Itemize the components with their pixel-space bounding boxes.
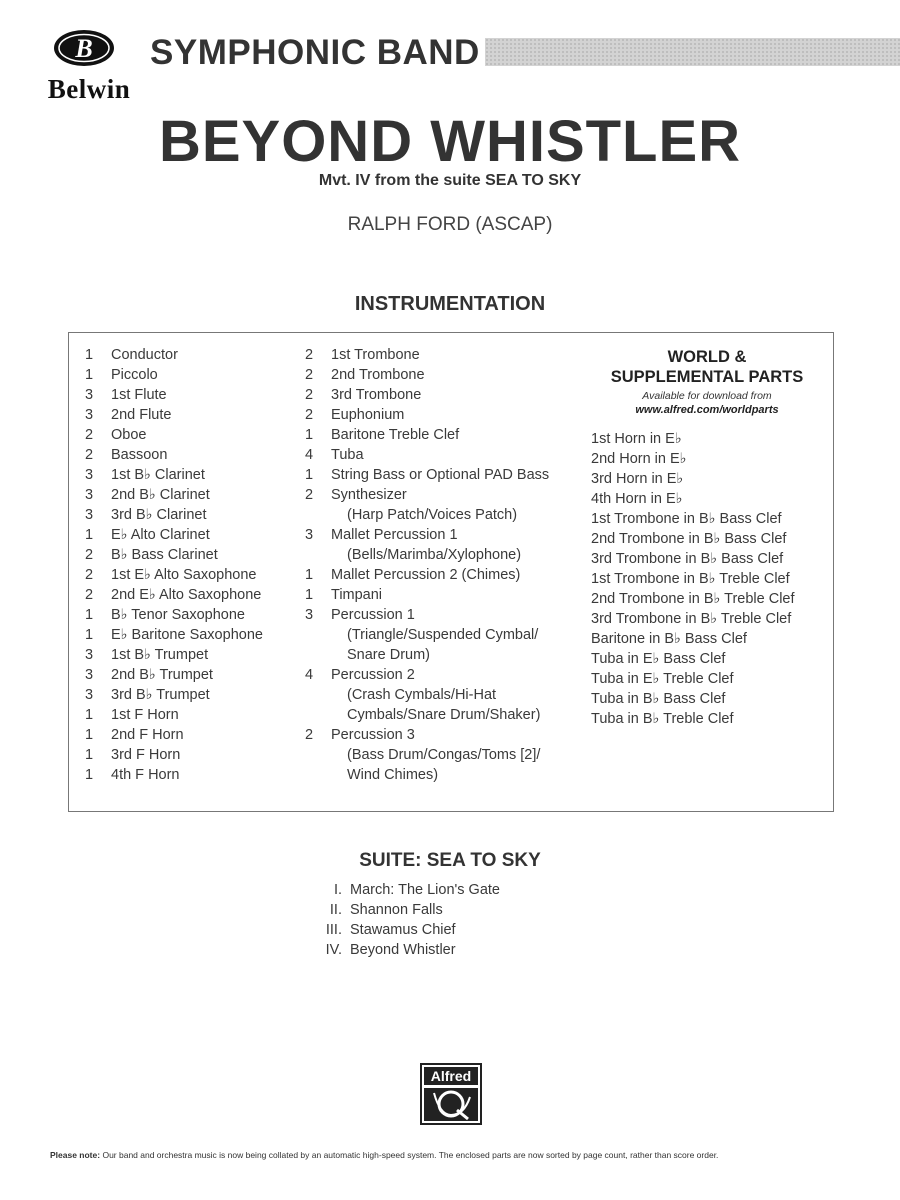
instrument-name: Wind Chimes) [347,767,439,783]
instrument-quantity: 1 [85,727,94,743]
instrument-row [305,385,595,405]
instrument-quantity: 3 [85,687,94,703]
instrument-quantity: 2 [305,347,314,363]
instrument-row [305,705,595,725]
instrument-name: Timpani [331,587,383,603]
instrument-quantity: 2 [305,407,314,423]
instrument-quantity: 1 [305,467,314,483]
instrument-name: (Bass Drum/Congas/Toms [2]/ [347,747,541,763]
world-parts-availability: Available for download from [642,390,772,402]
movement-number: III. [325,922,342,938]
movement-title: Beyond Whistler [350,942,456,958]
world-part-item: Tuba in B♭ Treble Clef [591,711,734,727]
instrument-name: 2nd B♭ Clarinet [111,487,210,503]
instrument-name: Euphonium [331,407,405,423]
suite-movement-list [300,880,600,960]
world-part-item: 4th Horn in E♭ [591,491,683,507]
instrument-name: 3rd F Horn [111,747,181,763]
instrument-name: Baritone Treble Clef [331,427,460,443]
belwin-logo [30,24,148,104]
instrumentation-heading: INSTRUMENTATION [354,293,546,315]
instrument-row [85,725,285,745]
instrument-name: Tuba [331,447,364,463]
instrument-quantity: 3 [305,607,314,623]
instrument-name: Mallet Percussion 2 (Chimes) [331,567,521,583]
instrument-quantity: 1 [85,627,94,643]
world-parts-list [591,429,823,729]
subtitle: Mvt. IV from the suite SEA TO SKY [318,172,582,189]
instrument-quantity [305,625,331,645]
instrument-name: 4th F Horn [111,767,180,783]
instrument-quantity: 4 [305,667,314,683]
instrument-quantity: 3 [85,667,94,683]
instrument-quantity: 1 [85,527,94,543]
instrument-row [85,445,285,465]
instrument-row [85,525,285,545]
alfred-logo-icon [420,1063,482,1125]
instrument-row [305,425,595,445]
world-part-item: Baritone in B♭ Bass Clef [591,631,747,647]
instrument-quantity [305,765,331,785]
instrument-quantity: 1 [85,767,94,783]
world-parts-title-line1: WORLD & [667,348,747,366]
instrument-row [85,485,285,505]
belwin-b-emblem-icon [52,28,116,68]
instrument-name: Bassoon [111,447,168,463]
instrument-row [305,685,595,705]
instrument-name: 3rd B♭ Trumpet [111,687,210,703]
instrument-quantity: 1 [305,427,314,443]
instrument-quantity: 2 [305,727,314,743]
instrument-row [85,465,285,485]
publisher-name: Belwin [47,74,131,104]
instrument-row [305,345,595,365]
instrument-row [85,705,285,725]
instrument-name: Piccolo [111,367,158,383]
instrument-name: 1st Flute [111,387,167,403]
instrument-row [85,505,285,525]
suite-movement [300,880,600,900]
instrument-quantity: 2 [305,387,314,403]
page-title: BEYOND WHISTLER [158,109,742,174]
movement-title: Shannon Falls [350,902,443,918]
footer-note-label: Please note: [50,1150,101,1160]
instrument-column-2 [305,345,595,785]
instrument-name: Percussion 2 [331,667,415,683]
instrument-name: String Bass or Optional PAD Bass [331,467,550,483]
instrument-row [305,465,595,485]
world-part-item: Tuba in E♭ Treble Clef [591,671,734,687]
movement-title: Stawamus Chief [350,922,456,938]
instrument-quantity [305,705,331,725]
alfred-logo-text: Alfred [430,1068,472,1084]
instrument-name: 2nd E♭ Alto Saxophone [111,587,262,603]
instrument-name: 2nd F Horn [111,727,184,743]
instrument-quantity: 3 [85,487,94,503]
instrument-quantity: 1 [85,707,94,723]
instrument-quantity: 3 [305,527,314,543]
instrument-quantity: 1 [85,747,94,763]
world-parts-panel [591,347,823,729]
movement-number: I. [333,882,342,898]
world-part-item: 2nd Trombone in B♭ Treble Clef [591,591,795,607]
instrument-row [85,625,285,645]
world-part-item: 3rd Trombone in B♭ Bass Clef [591,551,784,567]
instrument-name: E♭ Baritone Saxophone [111,627,263,643]
instrument-quantity: 1 [85,367,94,383]
instrument-row [305,545,595,565]
instrument-name: 1st B♭ Clarinet [111,467,205,483]
world-parts-url: www.alfred.com/worldparts [635,404,779,416]
instrument-column-1 [85,345,285,785]
instrument-quantity: 2 [305,367,314,383]
composer: RALPH FORD (ASCAP) [347,214,553,235]
instrument-name: 3rd B♭ Clarinet [111,507,207,523]
instrument-name: (Crash Cymbals/Hi-Hat [347,687,497,703]
instrument-quantity: 2 [85,547,94,563]
instrument-name: 1st B♭ Trumpet [111,647,209,663]
instrument-row [85,605,285,625]
instrument-name: 2nd Flute [111,407,172,423]
instrument-quantity: 3 [85,507,94,523]
instrument-quantity: 4 [305,447,314,463]
instrument-row [305,645,595,665]
instrument-name: Percussion 1 [331,607,415,623]
instrument-row [305,745,595,765]
instrument-quantity: 1 [85,347,94,363]
suite-movement [300,920,600,940]
instrument-row [305,605,595,625]
instrument-row [85,665,285,685]
suite-movement [300,900,600,920]
instrument-name: B♭ Tenor Saxophone [111,607,245,623]
instrument-name: Conductor [111,347,178,363]
world-part-item: 2nd Horn in E♭ [591,451,687,467]
world-part-item: Tuba in E♭ Bass Clef [591,651,726,667]
instrument-row [305,525,595,545]
instrument-row [305,725,595,745]
suite-heading: SUITE: SEA TO SKY [359,850,541,871]
instrument-row [85,545,285,565]
instrument-quantity: 1 [305,567,314,583]
instrument-name: Oboe [111,427,147,443]
instrument-name: 1st Trombone [331,347,420,363]
instrument-row [85,405,285,425]
svg-text:B: B [75,34,93,63]
instrument-quantity [305,645,331,665]
instrument-name: Percussion 3 [331,727,415,743]
instrument-name: 1st E♭ Alto Saxophone [111,567,257,583]
instrument-quantity: 2 [85,567,94,583]
world-part-item: Tuba in B♭ Bass Clef [591,691,726,707]
instrument-quantity: 3 [85,467,94,483]
header-decorative-bar [485,38,900,66]
instrument-row [85,365,285,385]
instrument-row [85,765,285,785]
instrument-row [85,645,285,665]
instrument-name: (Harp Patch/Voices Patch) [347,507,518,523]
instrument-row [305,585,595,605]
instrument-quantity [305,505,331,525]
instrumentation-box [68,332,834,812]
instrument-name: Synthesizer [331,487,407,503]
world-part-item: 1st Horn in E♭ [591,431,682,447]
instrument-name: 1st F Horn [111,707,179,723]
world-part-item: 3rd Horn in E♭ [591,471,684,487]
instrument-row [85,425,285,445]
instrument-row [85,345,285,365]
movement-number: IV. [325,942,342,958]
instrument-row [305,445,595,465]
instrument-name: Mallet Percussion 1 [331,527,458,543]
footer-note [50,1150,870,1160]
instrument-row [85,585,285,605]
instrument-quantity: 2 [85,427,94,443]
movement-title: March: The Lion's Gate [350,882,500,898]
instrument-name: 2nd B♭ Trumpet [111,667,213,683]
instrument-row [85,745,285,765]
instrument-row [305,765,595,785]
instrument-row [305,485,595,505]
world-part-item: 3rd Trombone in B♭ Treble Clef [591,611,792,627]
instrument-quantity: 2 [85,447,94,463]
suite-movement [300,940,600,960]
instrument-row [85,385,285,405]
instrument-row [305,365,595,385]
world-part-item: 2nd Trombone in B♭ Bass Clef [591,531,787,547]
instrument-row [305,505,595,525]
world-parts-title-line2: SUPPLEMENTAL PARTS [610,368,804,386]
instrument-name: Cymbals/Snare Drum/Shaker) [347,707,541,723]
instrument-name: Snare Drum) [347,647,430,663]
instrument-quantity: 2 [305,487,314,503]
movement-number: II. [329,902,342,918]
world-part-item: 1st Trombone in B♭ Treble Clef [591,571,790,587]
instrument-quantity [305,685,331,705]
instrument-row [305,665,595,685]
instrument-row [305,625,595,645]
instrument-name: (Triangle/Suspended Cymbal/ [347,627,539,643]
instrument-quantity: 1 [85,607,94,623]
instrument-quantity: 2 [85,587,94,603]
footer-note-text: Our band and orchestra music is now being collated by an automatic high-speed system. The enclosed parts are now sorted by page count, rather than score order. [102,1150,719,1160]
instrument-quantity: 1 [305,587,314,603]
instrument-quantity: 3 [85,647,94,663]
instrument-row [305,405,595,425]
instrument-name: 3rd Trombone [331,387,422,403]
instrument-quantity: 3 [85,387,94,403]
instrument-name: (Bells/Marimba/Xylophone) [347,547,522,563]
instrument-name: E♭ Alto Clarinet [111,527,210,543]
instrument-name: 2nd Trombone [331,367,425,383]
instrument-quantity: 3 [85,407,94,423]
instrument-row [305,565,595,585]
series-title: SYMPHONIC BAND [150,33,480,72]
instrument-quantity [305,745,331,765]
world-part-item: 1st Trombone in B♭ Bass Clef [591,511,782,527]
instrument-row [85,565,285,585]
instrument-name: B♭ Bass Clarinet [111,547,218,563]
instrument-row [85,685,285,705]
instrument-quantity [305,545,331,565]
